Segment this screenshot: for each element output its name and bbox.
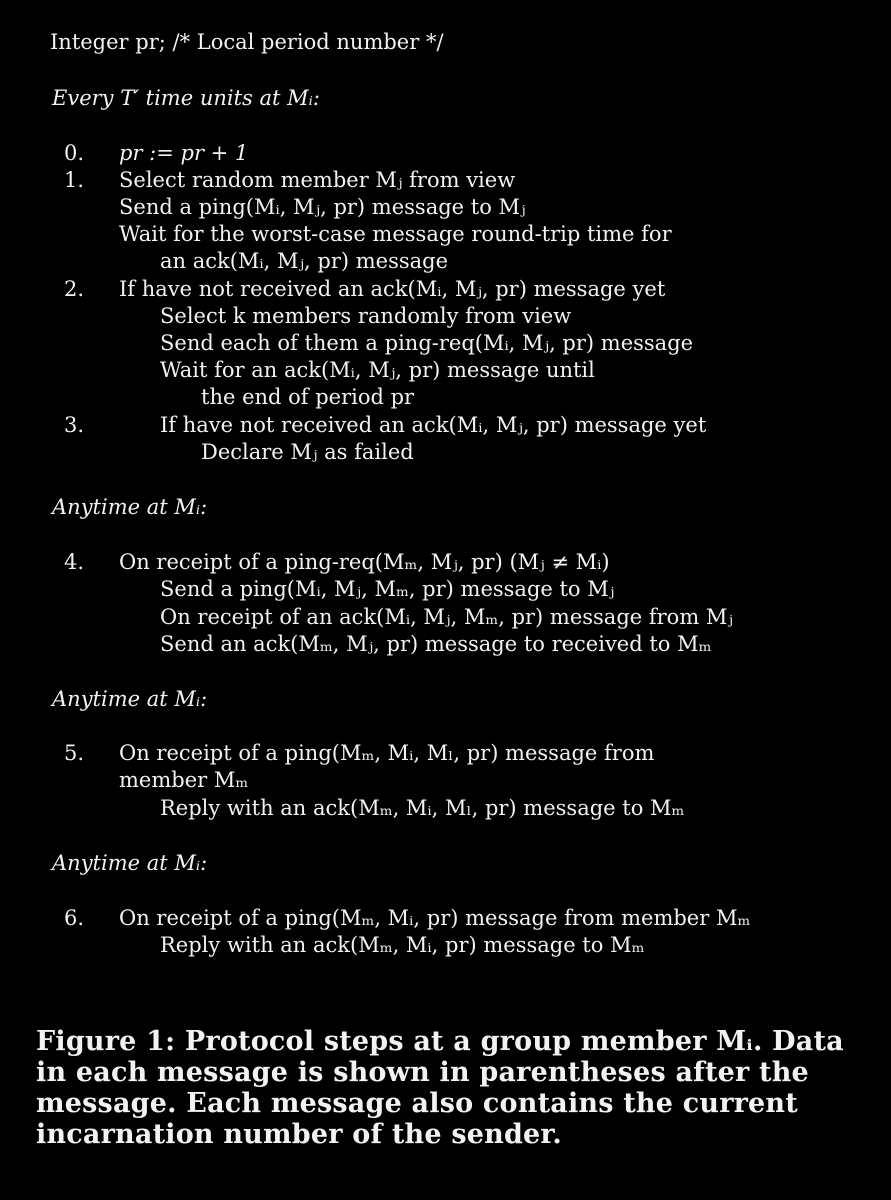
step-number-0: 0. — [64, 141, 85, 165]
step-4-line-c: On receipt of an ack(Mᵢ, Mⱼ, Mₘ, pr) message from Mⱼ — [160, 605, 733, 629]
step-4-line-b: Send a ping(Mᵢ, Mⱼ, Mₘ, pr) message to Mⱼ — [160, 577, 615, 601]
step-6-line-a: On receipt of a ping(Mₘ, Mᵢ, pr) message from member Mₘ — [119, 906, 751, 930]
step-2-line-c: Send each of them a ping-req(Mᵢ, Mⱼ, pr) message — [160, 331, 694, 355]
step-number-1: 1. — [64, 168, 85, 192]
step-number-6: 6. — [64, 906, 85, 930]
step-5-line-c: Reply with an ack(Mₘ, Mᵢ, Mₗ, pr) message to Mₘ — [160, 796, 685, 820]
step-2-line-d: Wait for an ack(Mᵢ, Mⱼ, pr) message until — [160, 358, 595, 382]
step-2-line-e: the end of period pr — [201, 385, 415, 409]
section-heading-anytime-1: Anytime at Mᵢ: — [52, 495, 208, 519]
step-6-line-b: Reply with an ack(Mₘ, Mᵢ, pr) message to Mₘ — [160, 933, 645, 957]
step-5-line-a: On receipt of a ping(Mₘ, Mᵢ, Mₗ, pr) message from — [119, 741, 655, 765]
declaration-line: Integer pr; /* Local period number */ — [50, 30, 444, 54]
step-3-line-a: If have not received an ack(Mᵢ, Mⱼ, pr) message yet — [160, 413, 707, 437]
figure-caption: Figure 1: Protocol steps at a group member Mᵢ. Data in each message is shown in parentheses after the message. Each message also contains the current incarnation number of the sender. — [36, 1026, 844, 1150]
step-2-line-b: Select k members randomly from view — [160, 304, 572, 328]
step-1-line-d: an ack(Mᵢ, Mⱼ, pr) message — [160, 249, 449, 273]
step-1-line-b: Send a ping(Mᵢ, Mⱼ, pr) message to Mⱼ — [119, 195, 526, 219]
step-number-3: 3. — [64, 413, 85, 437]
step-1-line-c: Wait for the worst-case message round-trip time for — [119, 222, 672, 246]
step-number-2: 2. — [64, 277, 85, 301]
step-0-line: pr := pr + 1 — [119, 141, 249, 165]
step-4-line-d: Send an ack(Mₘ, Mⱼ, pr) message to received to Mₘ — [160, 632, 712, 656]
step-4-line-a: On receipt of a ping-req(Mₘ, Mⱼ, pr) (Mⱼ ≠ Mᵢ) — [119, 550, 610, 574]
step-5-line-b: member Mₘ — [119, 768, 249, 792]
step-3-line-b: Declare Mⱼ as failed — [201, 440, 414, 464]
step-1-line-a: Select random member Mⱼ from view — [119, 168, 516, 192]
step-number-4: 4. — [64, 550, 85, 574]
step-number-5: 5. — [64, 741, 85, 765]
section-heading-anytime-2: Anytime at Mᵢ: — [52, 687, 208, 711]
step-2-line-a: If have not received an ack(Mᵢ, Mⱼ, pr) message yet — [119, 277, 666, 301]
section-heading-every: Every T′ time units at Mᵢ: — [52, 86, 320, 110]
section-heading-anytime-3: Anytime at Mᵢ: — [52, 851, 208, 875]
